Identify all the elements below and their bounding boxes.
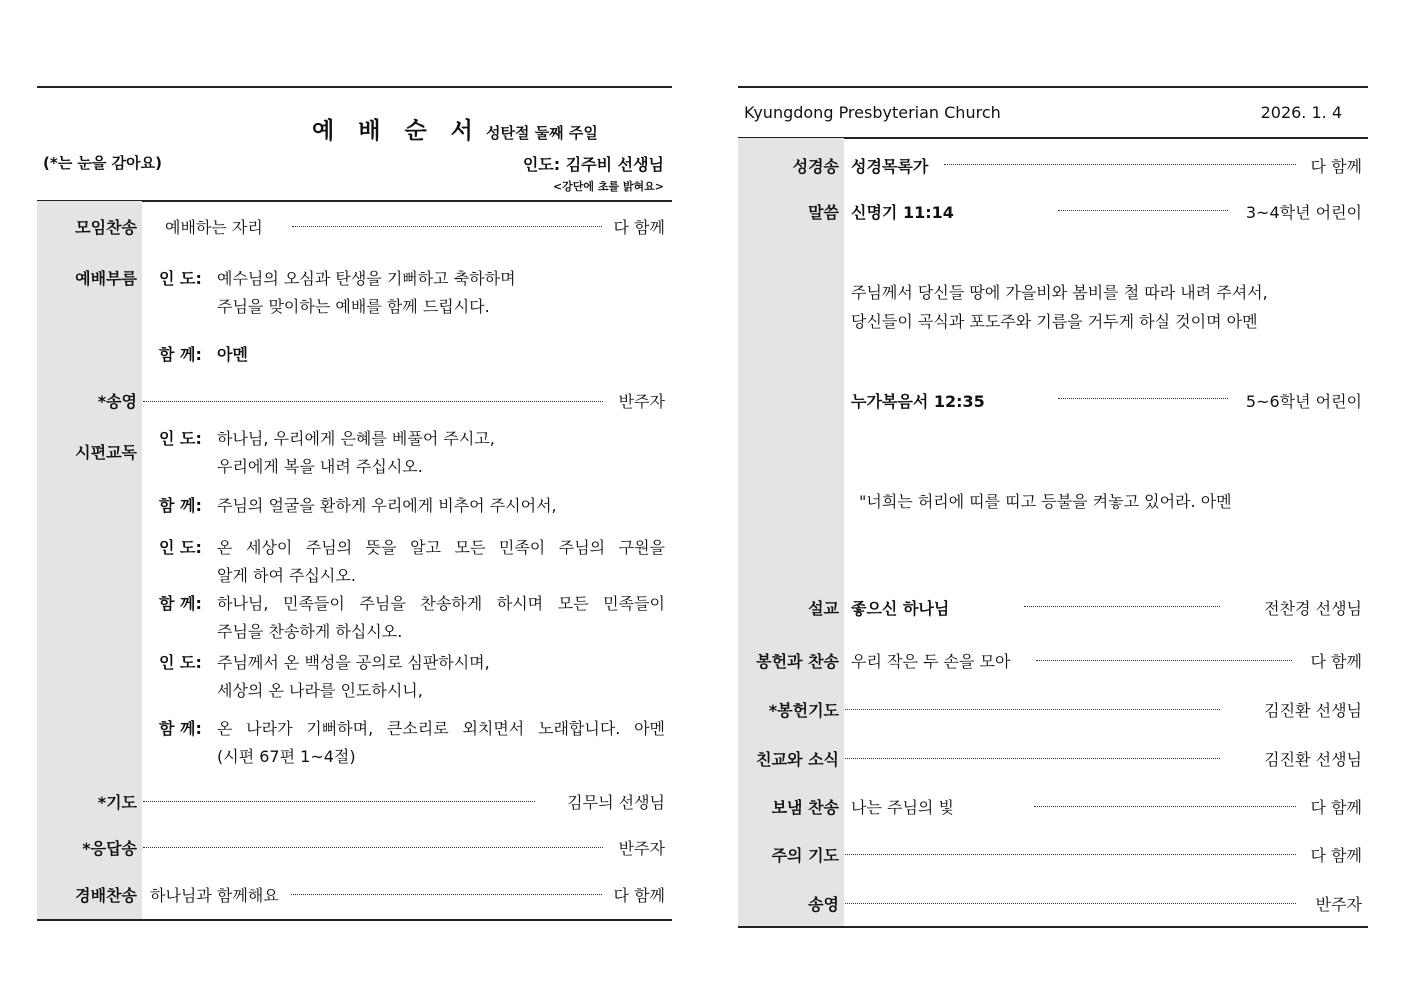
psalm-line-4b: 주님을 찬송하게 하십시오. [217, 622, 403, 641]
word-label: 말씀 [808, 203, 839, 222]
word-dots-2 [1058, 398, 1228, 399]
offering-prayer-right: 김진환 선생님 [1264, 701, 1362, 720]
call-leader-line2: 주님을 맞이하는 예배를 함께 드립시다. [217, 297, 490, 316]
worship-song-label: 경배찬송 [75, 886, 137, 905]
fellowship-dots [845, 758, 1220, 759]
candle-note: <강단에 초를 밝혀요> [552, 180, 664, 193]
response-label: *응답송 [82, 839, 137, 858]
word-reader-2: 5~6학년 어린이 [1245, 392, 1362, 411]
sending-song-label: 보냄 찬송 [771, 798, 839, 817]
top-rule [738, 86, 1368, 88]
gathering-right: 다 함께 [613, 218, 665, 237]
left-order-of-worship [37, 86, 672, 920]
psalm-role-6: 함 께: [159, 719, 202, 738]
psalm-line-3a: 온 세상이 주님의 뜻을 알고 모든 민족이 주님의 구원을 [217, 538, 665, 557]
call-leader-line1: 예수님의 오심과 탄생을 기뻐하고 축하하며 [217, 269, 516, 288]
word-reader-1: 3~4학년 어린이 [1245, 203, 1362, 222]
prayer-label: *기도 [97, 793, 137, 812]
call-label: 예배부름 [75, 269, 137, 288]
doxology-label: *송영 [97, 392, 137, 411]
bottom-rule [37, 919, 672, 921]
right-order-of-worship [738, 86, 1368, 928]
verse-1-line-1: 주님께서 당신들 땅에 가을비와 봄비를 철 따라 내려 주셔서, [851, 283, 1268, 302]
scripture-song-label: 성경송 [792, 157, 839, 176]
psalm-line-3b: 알게 하여 주십시오. [217, 566, 356, 585]
church-name: Kyungdong Presbyterian Church [744, 103, 1001, 122]
psalm-role-4: 함 께: [159, 594, 202, 613]
title-sub: 성탄절 둘째 주일 [486, 124, 598, 142]
psalm-line-4a: 하나님, 민족들이 주님을 찬송하게 하시며 모든 민족들이 [217, 594, 665, 613]
doxology-label: 송영 [808, 895, 839, 914]
psalm-line-6a: 온 나라가 기뻐하며, 큰소리로 외치면서 노래합니다. 아멘 [217, 719, 665, 738]
lords-prayer-right: 다 함께 [1310, 846, 1362, 865]
offering-prayer-dots [845, 709, 1220, 710]
sending-song-content: 나는 주님의 빛 [851, 798, 954, 817]
offering-right: 다 함께 [1310, 652, 1362, 671]
response-right: 반주자 [618, 839, 665, 858]
prayer-right: 김무늬 선생님 [567, 793, 665, 812]
lords-prayer-label: 주의 기도 [771, 846, 839, 865]
gathering-content: 예배하는 자리 [165, 218, 263, 237]
gathering-label: 모임찬송 [75, 218, 137, 237]
scripture-song-right: 다 함께 [1310, 157, 1362, 176]
psalm-label: 시편교독 [75, 443, 137, 462]
word-reference-1: 신명기 11:14 [851, 203, 954, 222]
lords-prayer-dots [845, 854, 1296, 855]
word-dots-1 [1058, 210, 1228, 211]
doxology-right: 반주자 [1315, 895, 1362, 914]
psalm-line-2a: 주님의 얼굴을 환하게 우리에게 비추어 주시어서, [217, 496, 557, 515]
offering-label: 봉헌과 찬송 [756, 652, 839, 671]
doxology-dots [143, 401, 603, 402]
call-all-text: 아멘 [217, 345, 248, 364]
leader-note: 인도: 김주비 선생님 [522, 155, 664, 174]
sermon-title: 좋으신 하나님 [851, 599, 950, 618]
verse-1-line-2: 당신들이 곡식과 포도주와 기름을 거두게 하실 것이며 아멘 [851, 312, 1258, 331]
psalm-line-5a: 주님께서 온 백성을 공의로 심판하시며, [217, 653, 490, 672]
prayer-dots [143, 801, 535, 802]
response-dots [143, 847, 603, 848]
worship-song-right: 다 함께 [613, 886, 665, 905]
offering-dots [1036, 660, 1292, 661]
call-all-role: 함 께: [159, 345, 202, 364]
sermon-dots [1024, 606, 1220, 607]
top-rule [37, 86, 672, 88]
title-main: 예 배 순 서 [312, 118, 481, 144]
scripture-song-content: 성경목록가 [851, 157, 929, 176]
call-leader-role: 인 도: [159, 269, 202, 288]
psalm-role-3: 인 도: [159, 538, 202, 557]
doxology-dots [845, 903, 1296, 904]
gathering-leader-dots [292, 226, 602, 227]
scripture-song-dots [944, 164, 1296, 165]
bulletin-date: 2026. 1. 4 [1260, 103, 1342, 122]
eyes-note: (*는 눈을 감아요) [43, 154, 162, 172]
offering-content: 우리 작은 두 손을 모아 [851, 652, 1011, 671]
bottom-rule [738, 926, 1368, 928]
worship-song-dots [291, 894, 602, 895]
worship-song-content: 하나님과 함께해요 [150, 886, 279, 905]
psalm-line-5b: 세상의 온 나라를 인도하시니, [217, 681, 423, 700]
sermon-label: 설교 [808, 599, 839, 618]
psalm-line-6b: (시편 67편 1~4절) [217, 747, 356, 766]
psalm-role-5: 인 도: [159, 653, 202, 672]
sermon-preacher: 전찬경 선생님 [1264, 599, 1362, 618]
psalm-role-2: 함 께: [159, 496, 202, 515]
fellowship-right: 김진환 선생님 [1264, 750, 1362, 769]
word-reference-2: 누가복음서 12:35 [851, 392, 985, 411]
fellowship-label: 친교와 소식 [756, 750, 839, 769]
sending-song-right: 다 함께 [1310, 798, 1362, 817]
sending-song-dots [1034, 806, 1296, 807]
doxology-right: 반주자 [618, 392, 665, 411]
psalm-line-1b: 우리에게 복을 내려 주십시오. [217, 457, 423, 476]
offering-prayer-label: *봉헌기도 [768, 701, 839, 720]
worship-title [312, 112, 598, 145]
verse-2: "너희는 허리에 띠를 띠고 등불을 켜놓고 있어라. 아멘 [859, 492, 1232, 511]
psalm-line-1a: 하나님, 우리에게 은혜를 베풀어 주시고, [217, 429, 495, 448]
psalm-role-1: 인 도: [159, 429, 202, 448]
